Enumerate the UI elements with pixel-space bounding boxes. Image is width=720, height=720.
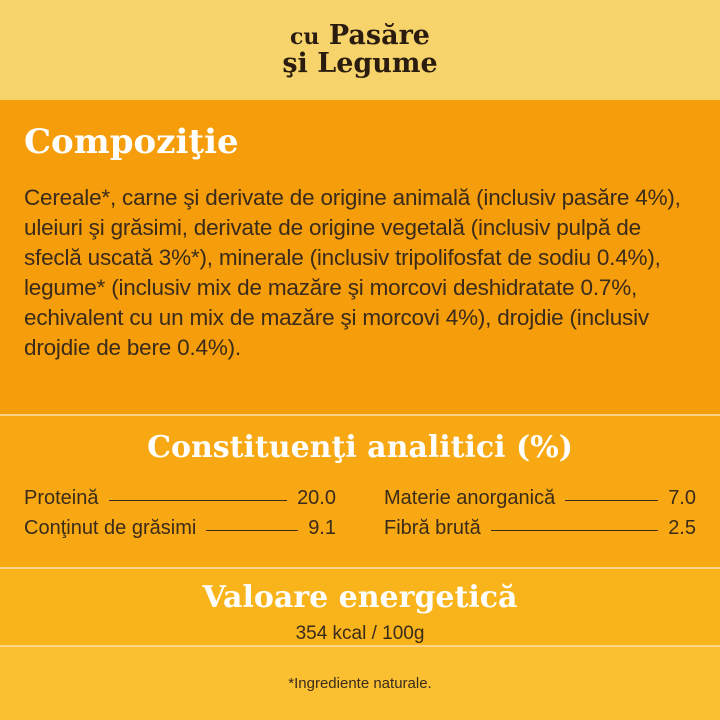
analytic-column-left (24, 483, 336, 543)
analytic-row (24, 483, 336, 513)
header-line-1 (290, 19, 430, 51)
analytic-grid (24, 483, 696, 543)
composition-section (0, 100, 720, 414)
leader-line (206, 530, 298, 531)
leader-line (565, 500, 658, 501)
leader-line (109, 500, 288, 501)
footnote: *Ingrediente naturale. (0, 647, 720, 720)
analytic-label: Materie anorganică (384, 487, 556, 509)
header-prefix: cu (290, 23, 320, 50)
analytic-title: Constituenţi analitici (%) (147, 430, 573, 465)
analytic-row (384, 483, 696, 513)
analytic-value: 7.0 (668, 487, 696, 509)
analytic-label: Proteină (24, 487, 99, 509)
composition-title: Compoziţie (24, 122, 239, 162)
analytic-label: Conţinut de grăsimi (24, 517, 197, 539)
header-line-2: şi Legume (282, 48, 438, 79)
energy-title: Valoare energetică (202, 580, 518, 615)
analytic-value: 2.5 (668, 517, 696, 539)
analytic-value: 20.0 (297, 487, 336, 509)
leader-line (491, 530, 658, 531)
composition-text: Cereale*, carne şi derivate de origine animală (inclusiv pasăre 4%), uleiuri şi grăsimi, derivate de origine vegetală (inclusiv pulpă de sfeclă uscată 3%*), minerale (inclusiv tripolifosfat de sodiu 0.4%), legume* (inclusiv mix de mazăre şi morcovi deshidratate 0.7%, echivalent cu un mix de mazăre şi morcovi 4%), drojdie (inclusiv drojdie de bere 0.4%). (24, 184, 681, 360)
analytic-value: 9.1 (308, 517, 336, 539)
analytic-row (24, 513, 336, 543)
header-main: Pasăre (328, 19, 430, 51)
analytic-label: Fibră brută (384, 517, 481, 539)
analytic-section (0, 416, 720, 567)
energy-value: 354 kcal / 100g (295, 623, 425, 644)
energy-section (0, 569, 720, 645)
product-header (0, 0, 720, 100)
analytic-column-right (384, 483, 696, 543)
analytic-row (384, 513, 696, 543)
